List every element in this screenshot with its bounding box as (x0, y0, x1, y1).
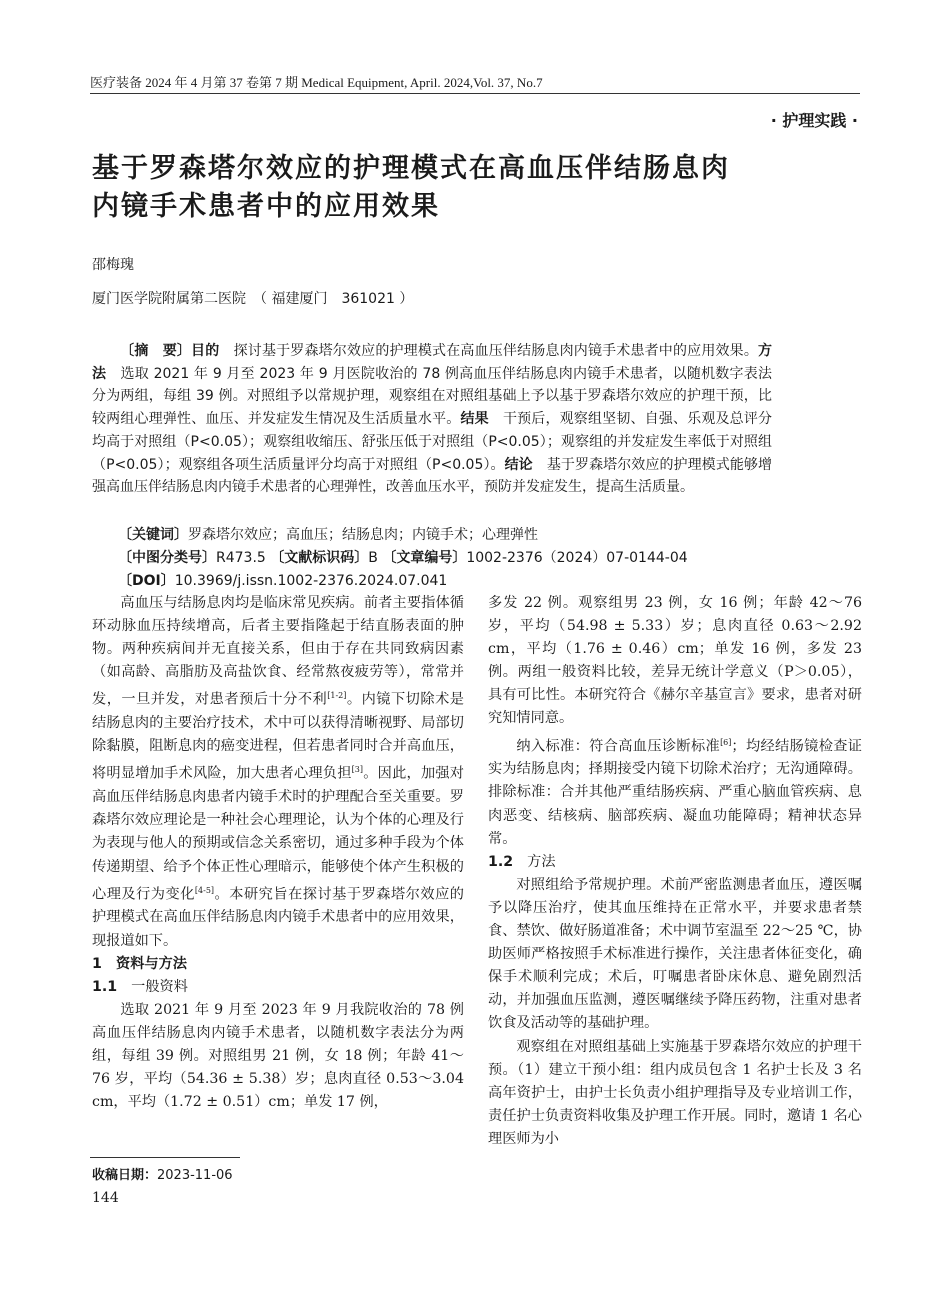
journal-header: 医疗装备 2024 年 4 月第 37 卷第 7 期 Medical Equipment, April. 2024,Vol. 37, No.7 (90, 75, 543, 90)
citation: [3] (351, 765, 363, 775)
intro-paragraph: 高血压与结肠息肉均是临床常见疾病。前者主要指体循环动脉血压持续增高，后者主要指隆起于结直肠表面的肿物。两种疾病间并无直接关系，但由于存在共同致病因素（如高龄、高脂肪及高盐饮食、经常熬夜疲劳等），常常并发，一旦并发，对患者预后十分不利[1-2]。内镜下切除术是结肠息肉的主要治疗技术，术中可以获得清晰视野、局部切除黏膜，阻断息肉的癌变进程，但若患者同时合并高血压，将明显增加手术风险，加大患者心理负担[3]。因此，加强对高血压伴结肠息肉患者内镜手术时的护理配合至关重要。罗森塔尔效应理论是一种社会心理理论，认为个体的心理及行为表现与他人的预期或信念关系密切，通过多种手段为个体传递期望、给予个体正性心理暗示，能够使个体产生积极的心理及行为变化[4-5]。本研究旨在探讨基于罗森塔尔效应的护理模式在高血压伴结肠息肉内镜手术患者中的应用效果，现报道如下。 (92, 595, 464, 949)
objective-text: 探讨基于罗森塔尔效应的护理模式在高血压伴结肠息肉内镜手术患者中的应用效果。 (233, 343, 759, 359)
section-tag: · 护理实践 · (770, 111, 858, 130)
conclusion-text: 基于罗森塔尔效应的护理模式能够增强高血压伴结肠息肉内镜手术患者的心理弹性，改善血压水平，预防并发症发生，提高生活质量。 (92, 456, 772, 496)
affiliation: 厦门医学院附属第二医院 （ 福建厦门 361021 ） (92, 291, 414, 307)
citation: [1-2] (327, 691, 347, 701)
objective-label: 目的 (191, 343, 220, 359)
methods-text: 选取 2021 年 9 月至 2023 年 9 月医院收治的 78 例高血压伴结肠息肉内镜手术患者，以随机数字表法分为两组，每组 39 例。对照组予以常规护理，观察组在对照组基础上予以基于罗森塔尔效应的护理干预，比较两组心理弹性、血压、并发症发生情况及生活质量水平。 (92, 365, 773, 428)
control-method-paragraph: 对照组给予常规护理。术前严密监测患者血压，遵医嘱予以降压治疗，使其血压维持在正常水平，并要求患者禁食、禁饮、做好肠道准备；术中调节室温至 22～25 ℃，协助医师严格按照手术标准进行操作，关注患者体征变化，确保手术顺利完成；术后，叮嘱患者卧床休息、避免剧烈活动，并加强血压监测，遵医嘱继续予降压药物，注重对患者饮食及活动等的基础护理。 (488, 876, 862, 1032)
keywords-label: 〔关键词〕 (118, 527, 188, 543)
classification (118, 547, 688, 567)
subsection-heading-1-2: 1.2 方法 (488, 853, 556, 870)
body-left-column (92, 592, 464, 1114)
page-number: 144 (92, 1190, 119, 1206)
article-number-label: 〔文章编号〕 (382, 550, 467, 566)
section-heading-1: 1 资料与方法 (92, 955, 187, 972)
general-data-continued: 多发 22 例。观察组男 23 例，女 16 例；年龄 42～76 岁，平均（54.98 ± 5.33）岁；息肉直径 0.63～2.92 cm，平均（1.76 ± 0.46）cm；单发 16 例，多发 23 例。两组一般资料比较，差异无统计学意义（P＞0.05），具有可比性。本研究符合《赫尔辛基宣言》要求，患者对研究知情同意。 (488, 595, 862, 727)
footnote-divider (90, 1157, 240, 1158)
doc-code-label: 〔文献标识码〕 (270, 550, 369, 566)
clc-label: 〔中图分类号〕 (118, 550, 216, 566)
article-title (92, 150, 852, 226)
keywords (118, 524, 538, 544)
body-right-column (488, 592, 862, 1151)
received-date: 收稿日期：2023-11-06 (92, 1168, 233, 1183)
header-divider (90, 93, 860, 94)
doc-code-value: B (368, 550, 378, 566)
doi-label: 〔DOI〕 (118, 573, 175, 589)
title-line-2: 内镜手术患者中的应用效果 (92, 191, 440, 222)
observation-method-paragraph: 观察组在对照组基础上实施基于罗森塔尔效应的护理干预。（1）建立干预小组：组内成员包含 1 名护士长及 3 名高年资护士，由护士长负责小组护理指导及专业培训工作，责任护士负责资料收集及护理工作开展。同时，邀请 1 名心理医师为小 (488, 1038, 862, 1147)
citation: [6] (720, 737, 732, 747)
results-label: 结果 (460, 411, 489, 428)
methods-label: 方法 (92, 343, 773, 382)
citation: [4-5] (194, 885, 215, 895)
abstract (92, 340, 772, 499)
article-number-value: 1002-2376（2024）07-0144-04 (466, 550, 688, 566)
abstract-label: 〔摘 要〕 (120, 343, 192, 359)
clc-value: R473.5 (216, 550, 266, 566)
subsection-heading-1-1: 1.1 一般资料 (92, 978, 188, 995)
author: 邵梅瑰 (92, 257, 134, 273)
general-data-paragraph: 选取 2021 年 9 月至 2023 年 9 月我院收治的 78 例高血压伴结肠息肉内镜手术患者，以随机数字表法分为两组，每组 39 例。对照组男 21 例，女 18 例；年龄 41～76 岁，平均（54.36 ± 5.38）岁；息肉直径 0.53～3.04 cm，平均（1.72 ± 0.51）cm；单发 17 例， (92, 1001, 464, 1111)
criteria-paragraph: 纳入标准：符合高血压诊断标准[6]；均经结肠镜检查证实为结肠息肉；择期接受内镜下切除术治疗；无沟通障碍。排除标准：合并其他严重结肠疾病、严重心脑血管疾病、息肉恶变、结核病、脑部疾病、凝血功能障碍；精神状态异常。 (488, 737, 862, 847)
doi (118, 570, 447, 590)
doi-value: 10.3969/j.issn.1002-2376.2024.07.041 (174, 573, 448, 589)
keywords-text: 罗森塔尔效应；高血压；结肠息肉；内镜手术；心理弹性 (188, 527, 538, 543)
conclusion-label: 结论 (504, 456, 533, 473)
title-line-1: 基于罗森塔尔效应的护理模式在高血压伴结肠息肉 (92, 153, 730, 184)
results-text: 干预后，观察组坚韧、自强、乐观及总评分均高于对照组（P<0.05）；观察组收缩压、舒张压低于对照组（P<0.05）；观察组的并发症发生率低于对照组（P<0.05）；观察组各项生活质量评分均高于对照组（P<0.05）。 (92, 411, 773, 473)
